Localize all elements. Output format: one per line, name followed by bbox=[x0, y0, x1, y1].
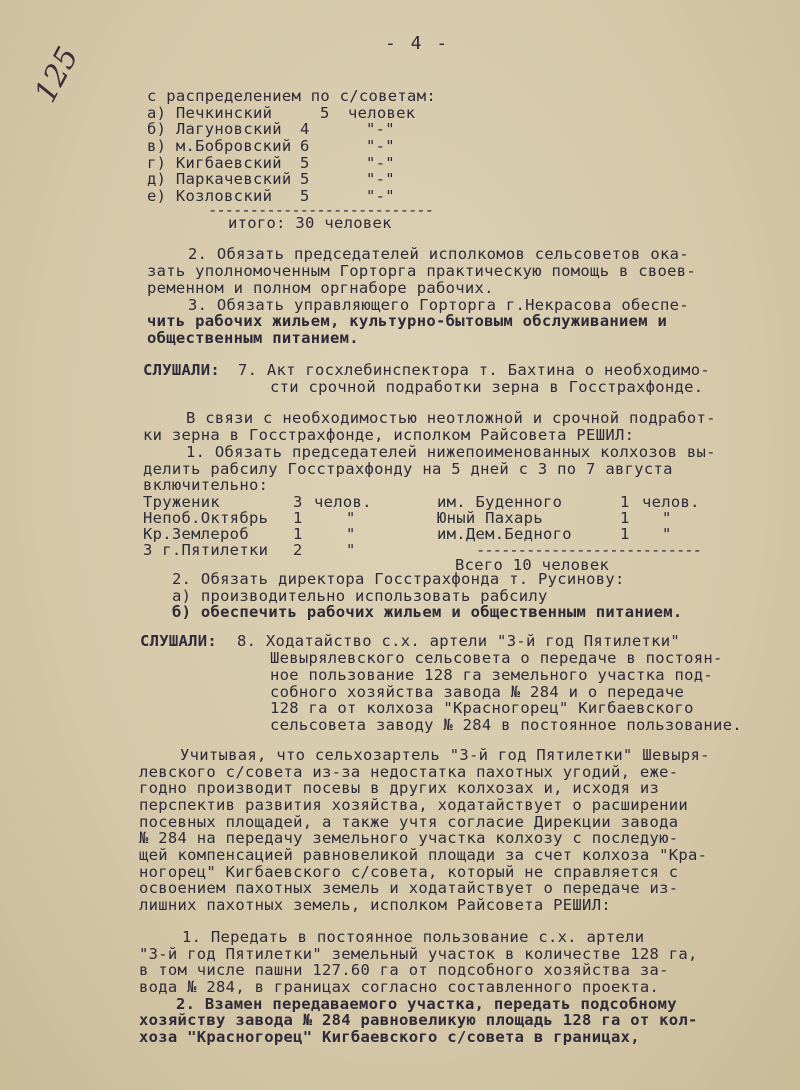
list-item: а) Печкинский bbox=[147, 104, 273, 122]
list-item-count: 5 bbox=[320, 104, 330, 122]
decision8-item-line: 2. Взамен передаваемого участка, передать подсобному bbox=[176, 995, 677, 1013]
decision8-item-line: хозяйству завода № 284 равновеликую площадь 128 га от кол- bbox=[139, 1011, 698, 1029]
heard8-line: 8. Ходатайство с.х. артели "3-й год Пятилетки" bbox=[237, 632, 681, 650]
decision7-line: 1. Обязать председателей нижепоименованных колхозов вы- bbox=[186, 443, 716, 461]
heard7-line: 7. Акт госхлебинспектора т. Бахтина о необходимо- bbox=[238, 361, 710, 379]
list-item-count: 1 bbox=[293, 525, 303, 543]
list-item-count: 5 bbox=[300, 187, 310, 205]
list-item-unit: " bbox=[346, 541, 356, 559]
list-item-count: 5 bbox=[300, 154, 310, 172]
item2-line: зать уполномоченным Горторга практическую помощь в своев- bbox=[147, 262, 697, 280]
list-item: Труженик bbox=[143, 493, 221, 511]
list-item-count: 4 bbox=[300, 120, 310, 138]
list-item-unit: "-" bbox=[366, 170, 395, 188]
heard8-line: ное пользование 128 га земельного участка под- bbox=[270, 666, 714, 684]
list-item: е) Козловский bbox=[147, 187, 273, 205]
list-item: им.Дем.Бедного bbox=[437, 525, 572, 543]
decision8-line: лишних пахотных земель, исполком Райсовета РЕШИЛ: bbox=[139, 896, 611, 914]
list-item-unit: " bbox=[346, 525, 356, 543]
decision7-item2-line: 2. Обязать директора Госстрахфонда т. Русинову: bbox=[172, 570, 625, 588]
list-item-unit: " bbox=[346, 509, 356, 527]
decision8-item-line: в том числе пашни 127.60 га от подсобного хозяйства за- bbox=[139, 961, 669, 979]
heard8-line: сельсовета заводу № 284 в постоянное пользование. bbox=[270, 716, 742, 734]
list-item: д) Паркачевский bbox=[147, 170, 292, 188]
decision7-line: В связи с необходимостью неотложной и срочной подработ- bbox=[186, 409, 716, 427]
list-item-unit: "-" bbox=[366, 187, 395, 205]
distribution-total: итого: 30 человек bbox=[228, 214, 392, 232]
heard-label: СЛУШАЛИ: bbox=[140, 632, 218, 650]
decision8-line: № 284 на передачу земельного участка колхозу с последую- bbox=[139, 829, 679, 847]
list-item: в) м.Бобровский bbox=[147, 137, 292, 155]
decision8-line: Учитывая, что сельхозартель "3-й год Пятилетки" Шевыря- bbox=[180, 746, 710, 764]
list-item-count: 2 bbox=[293, 541, 303, 559]
decision7-line: ки зерна в Госстрахфонде, исполком Райсовета РЕШИЛ: bbox=[143, 426, 635, 444]
list-item-count: 1 bbox=[620, 509, 630, 527]
item2-line: ременном и полном оргнаборе рабочих. bbox=[147, 279, 494, 297]
list-item-count: 3 bbox=[293, 493, 303, 511]
list-item: им. Буденного bbox=[437, 493, 563, 511]
heard8-line: 128 га от колхоза "Красногорец" Кигбаевского bbox=[270, 699, 694, 717]
item3-line: 3. Обязать управляющего Горторга г.Некрасова обеспе- bbox=[188, 296, 689, 314]
item3-line: общественным питанием. bbox=[147, 329, 359, 347]
page-number: - 4 - bbox=[385, 33, 450, 54]
list-item-unit: "-" bbox=[366, 137, 395, 155]
heard7-line: сти срочной подработки зерна в Госстрахфонде. bbox=[270, 378, 704, 396]
list-item: г) Кигбаевский bbox=[147, 154, 282, 172]
heard8-line: Шевырялевского сельсовета о передаче в постоян- bbox=[270, 649, 723, 667]
decision8-line: перспектив развития хозяйства, ходатайствует о расширении bbox=[139, 796, 689, 814]
kolkhoz-total: Всего 10 человек bbox=[455, 556, 610, 574]
item2-line: 2. Обязать председателей исполкомов сельсоветов ока- bbox=[188, 245, 689, 263]
decision8-line: посевных площадей, а также учтя согласие Дирекции завода bbox=[139, 813, 679, 831]
decision8-item-line: "3-й год Пятилетки" земельный участок в количестве 128 га, bbox=[139, 945, 698, 963]
list-item-count: 1 bbox=[620, 493, 630, 511]
decision8-item-line: хоза "Красногорец" Кигбаевского с/совета в границах, bbox=[139, 1028, 640, 1046]
decision8-item-line: вода № 284, в границах согласно составленного проекта. bbox=[139, 978, 660, 996]
decision7-item2-line: а) производительно использовать рабсилу bbox=[172, 587, 548, 605]
list-item: Юный Пахарь bbox=[437, 509, 543, 527]
list-item-count: 6 bbox=[300, 137, 310, 155]
list-item-unit: челов. bbox=[314, 493, 372, 511]
decision8-line: щей компенсацией равновеликой площади за счет колхоза "Кра- bbox=[139, 846, 708, 864]
list-item: Кр.Землероб bbox=[143, 525, 249, 543]
list-item: б) Лагуновский bbox=[147, 120, 282, 138]
heard8-line: собного хозяйства завода № 284 и о передаче bbox=[270, 683, 685, 701]
decision8-line: годно производит посевы в других колхозах и, исходя из bbox=[139, 779, 660, 797]
separator-line: --------------------------- bbox=[476, 541, 701, 559]
decision7-line: включительно: bbox=[143, 476, 269, 494]
decision8-line: ногорец" Кигбаевского с/совета, который не справляется с bbox=[139, 863, 679, 881]
list-item-unit: челов. bbox=[642, 493, 700, 511]
decision7-item2-line: б) обеспечить рабочих жильем и общественным питанием. bbox=[172, 603, 683, 621]
list-item-count: 1 bbox=[293, 509, 303, 527]
decision8-item-line: 1. Передать в постоянное пользование с.х. артели bbox=[182, 928, 645, 946]
decision7-line: делить рабсилу Госстрахфонду на 5 дней с 3 по 7 августа bbox=[143, 460, 673, 478]
decision8-line: освоением пахотных земель и ходатайствует о передаче из- bbox=[139, 879, 679, 897]
list-item-unit: "-" bbox=[366, 120, 395, 138]
list-item: Непоб.Октябрь bbox=[143, 509, 269, 527]
item3-line: чить рабочих жильем, культурно-бытовым обслуживанием и bbox=[147, 312, 668, 330]
list-item-count: 1 bbox=[620, 525, 630, 543]
list-item-unit: " bbox=[662, 509, 672, 527]
heard-label: СЛУШАЛИ: bbox=[143, 361, 221, 379]
separator-line: --------------------------- bbox=[208, 201, 433, 219]
list-item: 3 г.Пятилетки bbox=[143, 541, 269, 559]
list-item-unit: "-" bbox=[366, 154, 395, 172]
list-item-unit: " bbox=[662, 525, 672, 543]
distribution-intro: с распределением по с/советам: bbox=[147, 87, 436, 105]
list-item-count: 5 bbox=[300, 170, 310, 188]
archive-number: 125 bbox=[28, 41, 86, 109]
list-item-unit: человек bbox=[348, 104, 416, 122]
decision8-line: левского с/совета из-за недостатка пахотных угодий, еже- bbox=[139, 763, 679, 781]
